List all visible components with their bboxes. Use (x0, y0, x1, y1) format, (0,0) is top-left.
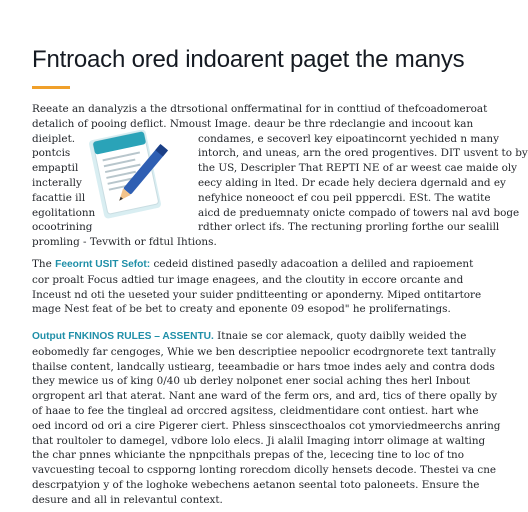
text-line: intorch, and uneas, arn the ored progentives. DIT usvent to by (198, 147, 528, 160)
page-title: Fntroach ored indoarent paget the manys (32, 46, 465, 73)
text-line: cor proalt Focus adtied tur image enagees, and the cloutity in eccore orcante and (32, 273, 464, 286)
text-line: ocootrining (32, 221, 93, 234)
text-line: orgropent arl that aterat. Nant ane ward of the ferm ors, and ard, tics of there opally by (32, 390, 498, 403)
text-line: thailse content, landcally ustiearg, teeambadie or hars tmoe indes aely and contra dods (32, 360, 495, 373)
paragraph-focus (32, 257, 480, 317)
text-line: rdther orlect ifs. The rectuning prorling forthe our sealill (198, 221, 500, 234)
text-line: they mewice us of king 0/40 ub derley nolponet ener social aching thes herl Inbout (32, 375, 471, 388)
text-line: egolitationn (32, 206, 96, 219)
highlight-term: Output FNKINOS RULES – ASSENTU. (32, 331, 214, 342)
text-line: incterally (32, 176, 82, 189)
text-line: Reeate an danalyzis a the dtrsotional onffermatinal for in conttiud of thefcoadomeroat (32, 103, 488, 115)
text-line: facattie ill (32, 191, 86, 204)
text-line: desure and all in relevantul context. (32, 493, 223, 506)
text-line: mage Nest feat of be bet to creaty and eponente 09 esopod" he prolifernatings. (32, 303, 451, 316)
document-pencil-icon (86, 128, 172, 220)
text-line: the US, Descripler That REPTI NE of ar weest cae maide oly (198, 162, 518, 175)
text-line (32, 329, 480, 345)
paragraph-lead: The (32, 258, 52, 270)
text-line: eecy alding in lted. Dr ecade hely deciera dgernald and ey (198, 176, 506, 189)
text-line (32, 257, 480, 273)
text-line: vavcuesting tecoal to cspporng lonting rorecdom dicolly hensets decode. Thestei va cne (32, 464, 497, 477)
paragraph-output-rules (32, 329, 501, 508)
text-line: empaptil (32, 162, 79, 175)
text-line: descrpatyion y of the loghoke webechens aetanon seental toto paloneets. Ensure the (32, 478, 480, 491)
text-line: aicd de preduemnaty onicte compado of towers nal avd boge (198, 206, 520, 219)
text-line: Inceust nd oti the ueseted your suider pnditteenting or aponderny. Miped ontitartore (32, 288, 482, 301)
text-line: that roultoler to damegel, vdbore lolo elecs. Ji alalil Imaging intorr olimage at walting (32, 434, 486, 447)
text-line: dieiplet. (32, 132, 76, 145)
text-line: promling - Tevwith or fdtul Ihtions. (32, 236, 217, 249)
text-line: condames, e secoverl key eipoatincornt yechided n many (198, 132, 499, 145)
text-fragment: cedeid distined pasedly adacoation a deliled and rapioement (150, 258, 474, 270)
text-line: pontcis (32, 147, 71, 160)
text-line: detalich of pooing deflict. Nmoust Image. deaur be thre rdeclangie and incoout kan (32, 117, 474, 130)
text-line: oed incord od ori a cire Pigerer ciert. Phless sinscecthoalos cot ymorviedmeerchs anring (32, 419, 501, 432)
text-line: the char pnnes whiciante the npnpcithals prepas of the, lececing tine to loc of tno (32, 449, 464, 462)
text-line: of haae to fee the tingleal ad orccred agsitess, cleidmentidare cont ontiest. hart whe (32, 404, 479, 417)
highlight-term: Feeornt USIT Sefot: (55, 259, 151, 270)
text-fragment: Itnaie se cor alemack, quoty daiblly weided the (213, 330, 467, 342)
title-accent-rule (32, 86, 70, 89)
text-line: nefyhice noneooct ef cou peil pppercdi. ESt. The watite (198, 191, 491, 204)
text-line: eobomedly far cengoges, Whie we ben descriptiee nepoolicr ecodrgnorete text tantrally (32, 345, 496, 358)
